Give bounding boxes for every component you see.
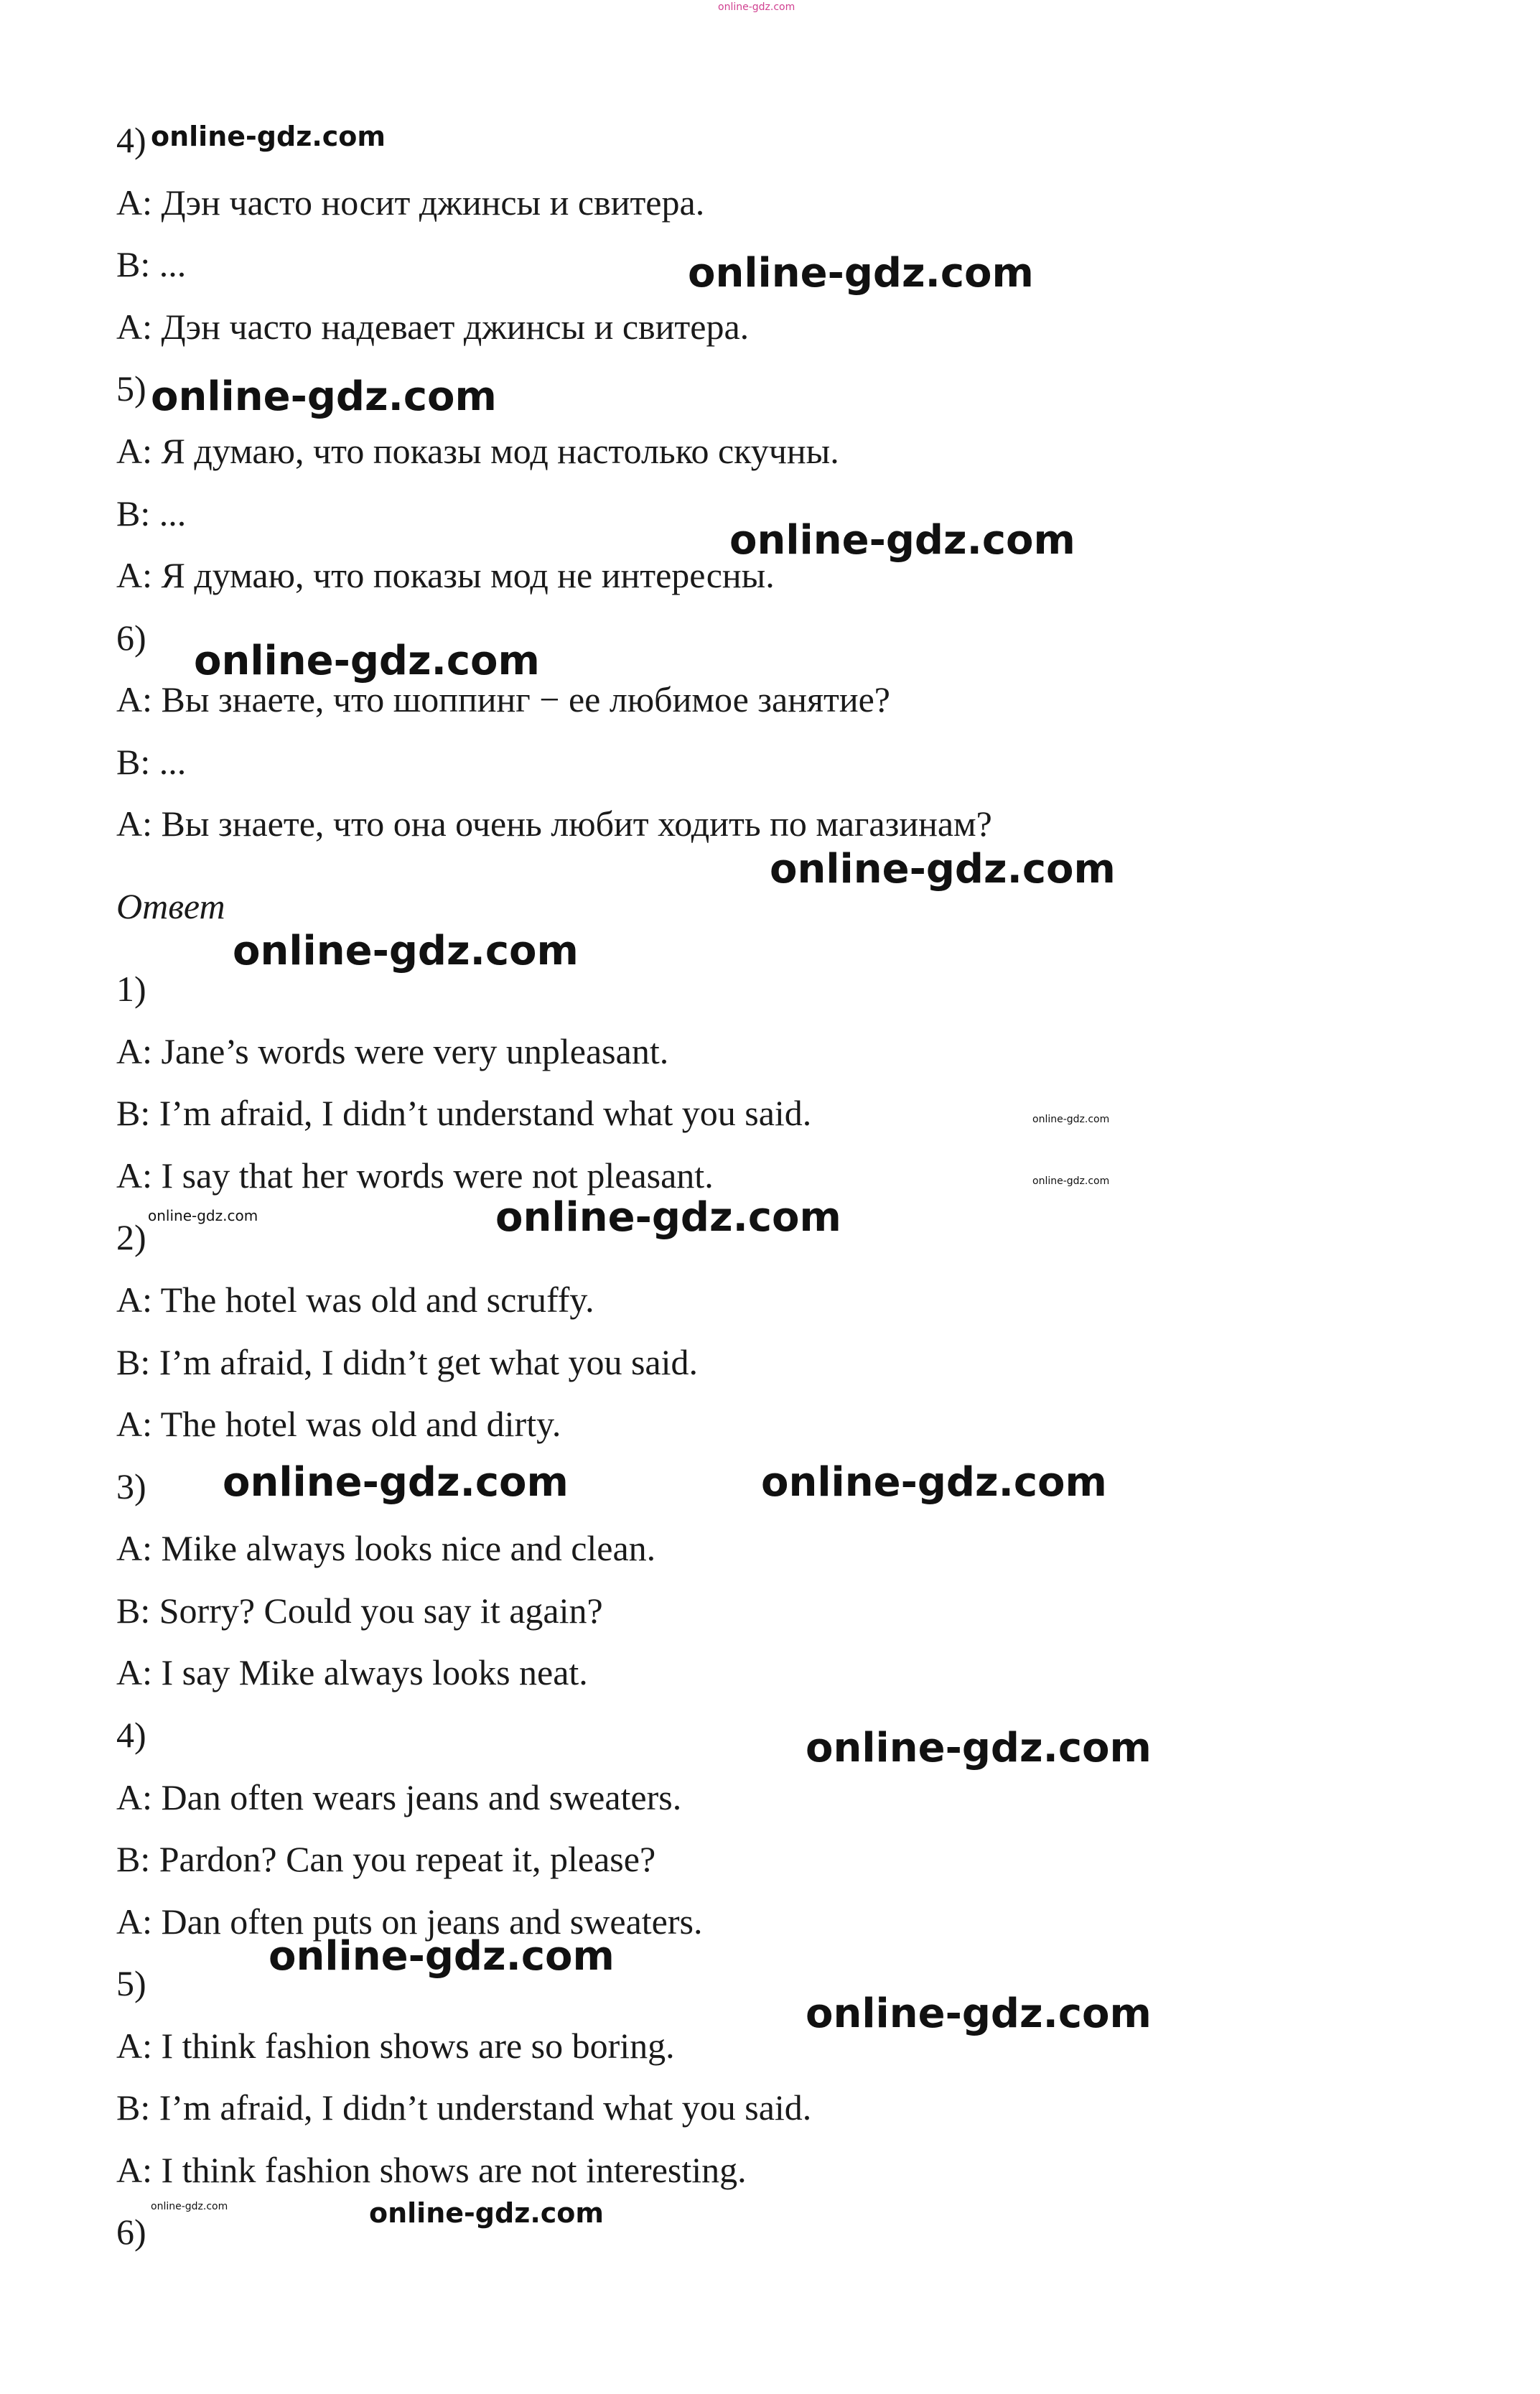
- watermark: online-gdz.com: [729, 517, 1075, 564]
- watermark: online-gdz.com: [770, 846, 1116, 893]
- item-number: 5): [116, 1963, 146, 2003]
- dialogue-line: B: ...: [116, 244, 187, 284]
- watermark: online-gdz.com: [233, 928, 579, 974]
- watermark: online-gdz.com: [806, 1990, 1152, 2037]
- item-number: 1): [116, 969, 146, 1009]
- watermark: online-gdz.com: [151, 2201, 228, 2212]
- item-number: 6): [116, 618, 146, 658]
- dialogue-line: A: Дэн часто носит джинсы и свитера.: [116, 182, 705, 223]
- dialogue-line: A: I think fashion shows are so boring.: [116, 2026, 675, 2066]
- watermark: online-gdz.com: [495, 1194, 841, 1241]
- dialogue-line: A: Dan often wears jeans and sweaters.: [116, 1777, 682, 1817]
- watermark: online-gdz.com: [148, 1207, 258, 1224]
- watermark: online-gdz.com: [369, 2197, 604, 2229]
- watermark: online-gdz.com: [269, 1933, 615, 1980]
- dialogue-line: B: ...: [116, 493, 187, 534]
- dialogue-line: A: I say that her words were not pleasant.: [116, 1155, 714, 1196]
- dialogue-line: A: Я думаю, что показы мод настолько скучны.: [116, 431, 839, 471]
- watermark: online-gdz.com: [194, 638, 540, 684]
- answer-heading: Ответ: [116, 886, 225, 926]
- watermark: online-gdz.com: [1032, 1175, 1110, 1187]
- watermark: online-gdz.com: [761, 1459, 1107, 1506]
- dialogue-line: A: Mike always looks nice and clean.: [116, 1528, 656, 1568]
- dialogue-line: A: Вы знаете, что шоппинг − ее любимое занятие?: [116, 679, 890, 719]
- dialogue-line: A: Dan often puts on jeans and sweaters.: [116, 1901, 703, 1942]
- dialogue-line: B: Pardon? Can you repeat it, please?: [116, 1839, 656, 1879]
- item-number: 4): [116, 1715, 146, 1755]
- watermark: online-gdz.com: [1032, 1114, 1110, 1125]
- dialogue-line: B: I’m afraid, I didn’t get what you said.: [116, 1342, 699, 1382]
- dialogue-line: A: Вы знаете, что она очень любит ходить по магазинам?: [116, 804, 992, 844]
- item-number: 2): [116, 1217, 146, 1257]
- watermark: online-gdz.com: [151, 373, 497, 420]
- watermark: online-gdz.com: [806, 1725, 1152, 1771]
- dialogue-line: A: I say Mike always looks neat.: [116, 1652, 588, 1692]
- dialogue-line: B: ...: [116, 742, 187, 782]
- dialogue-line: B: Sorry? Could you say it again?: [116, 1590, 603, 1631]
- dialogue-line: A: Jane’s words were very unpleasant.: [116, 1031, 669, 1071]
- dialogue-line: A: I think fashion shows are not interesting.: [116, 2150, 747, 2190]
- item-number: 6): [116, 2212, 146, 2252]
- dialogue-line: A: Дэн часто надевает джинсы и свитера.: [116, 307, 750, 347]
- item-number: 3): [116, 1466, 146, 1506]
- dialogue-line: B: I’m afraid, I didn’t understand what you said.: [116, 2087, 812, 2128]
- dialogue-line: A: The hotel was old and scruffy.: [116, 1280, 594, 1320]
- item-number: 4): [116, 120, 146, 160]
- dialogue-line: A: Я думаю, что показы мод не интересны.: [116, 555, 775, 595]
- watermark: online-gdz.com: [151, 121, 386, 152]
- dialogue-line: B: I’m afraid, I didn’t understand what you said.: [116, 1093, 812, 1133]
- dialogue-line: A: The hotel was old and dirty.: [116, 1404, 561, 1444]
- watermark: online-gdz.com: [223, 1459, 569, 1506]
- item-number: 5): [116, 368, 146, 409]
- watermark: online-gdz.com: [718, 1, 795, 13]
- watermark: online-gdz.com: [688, 250, 1034, 297]
